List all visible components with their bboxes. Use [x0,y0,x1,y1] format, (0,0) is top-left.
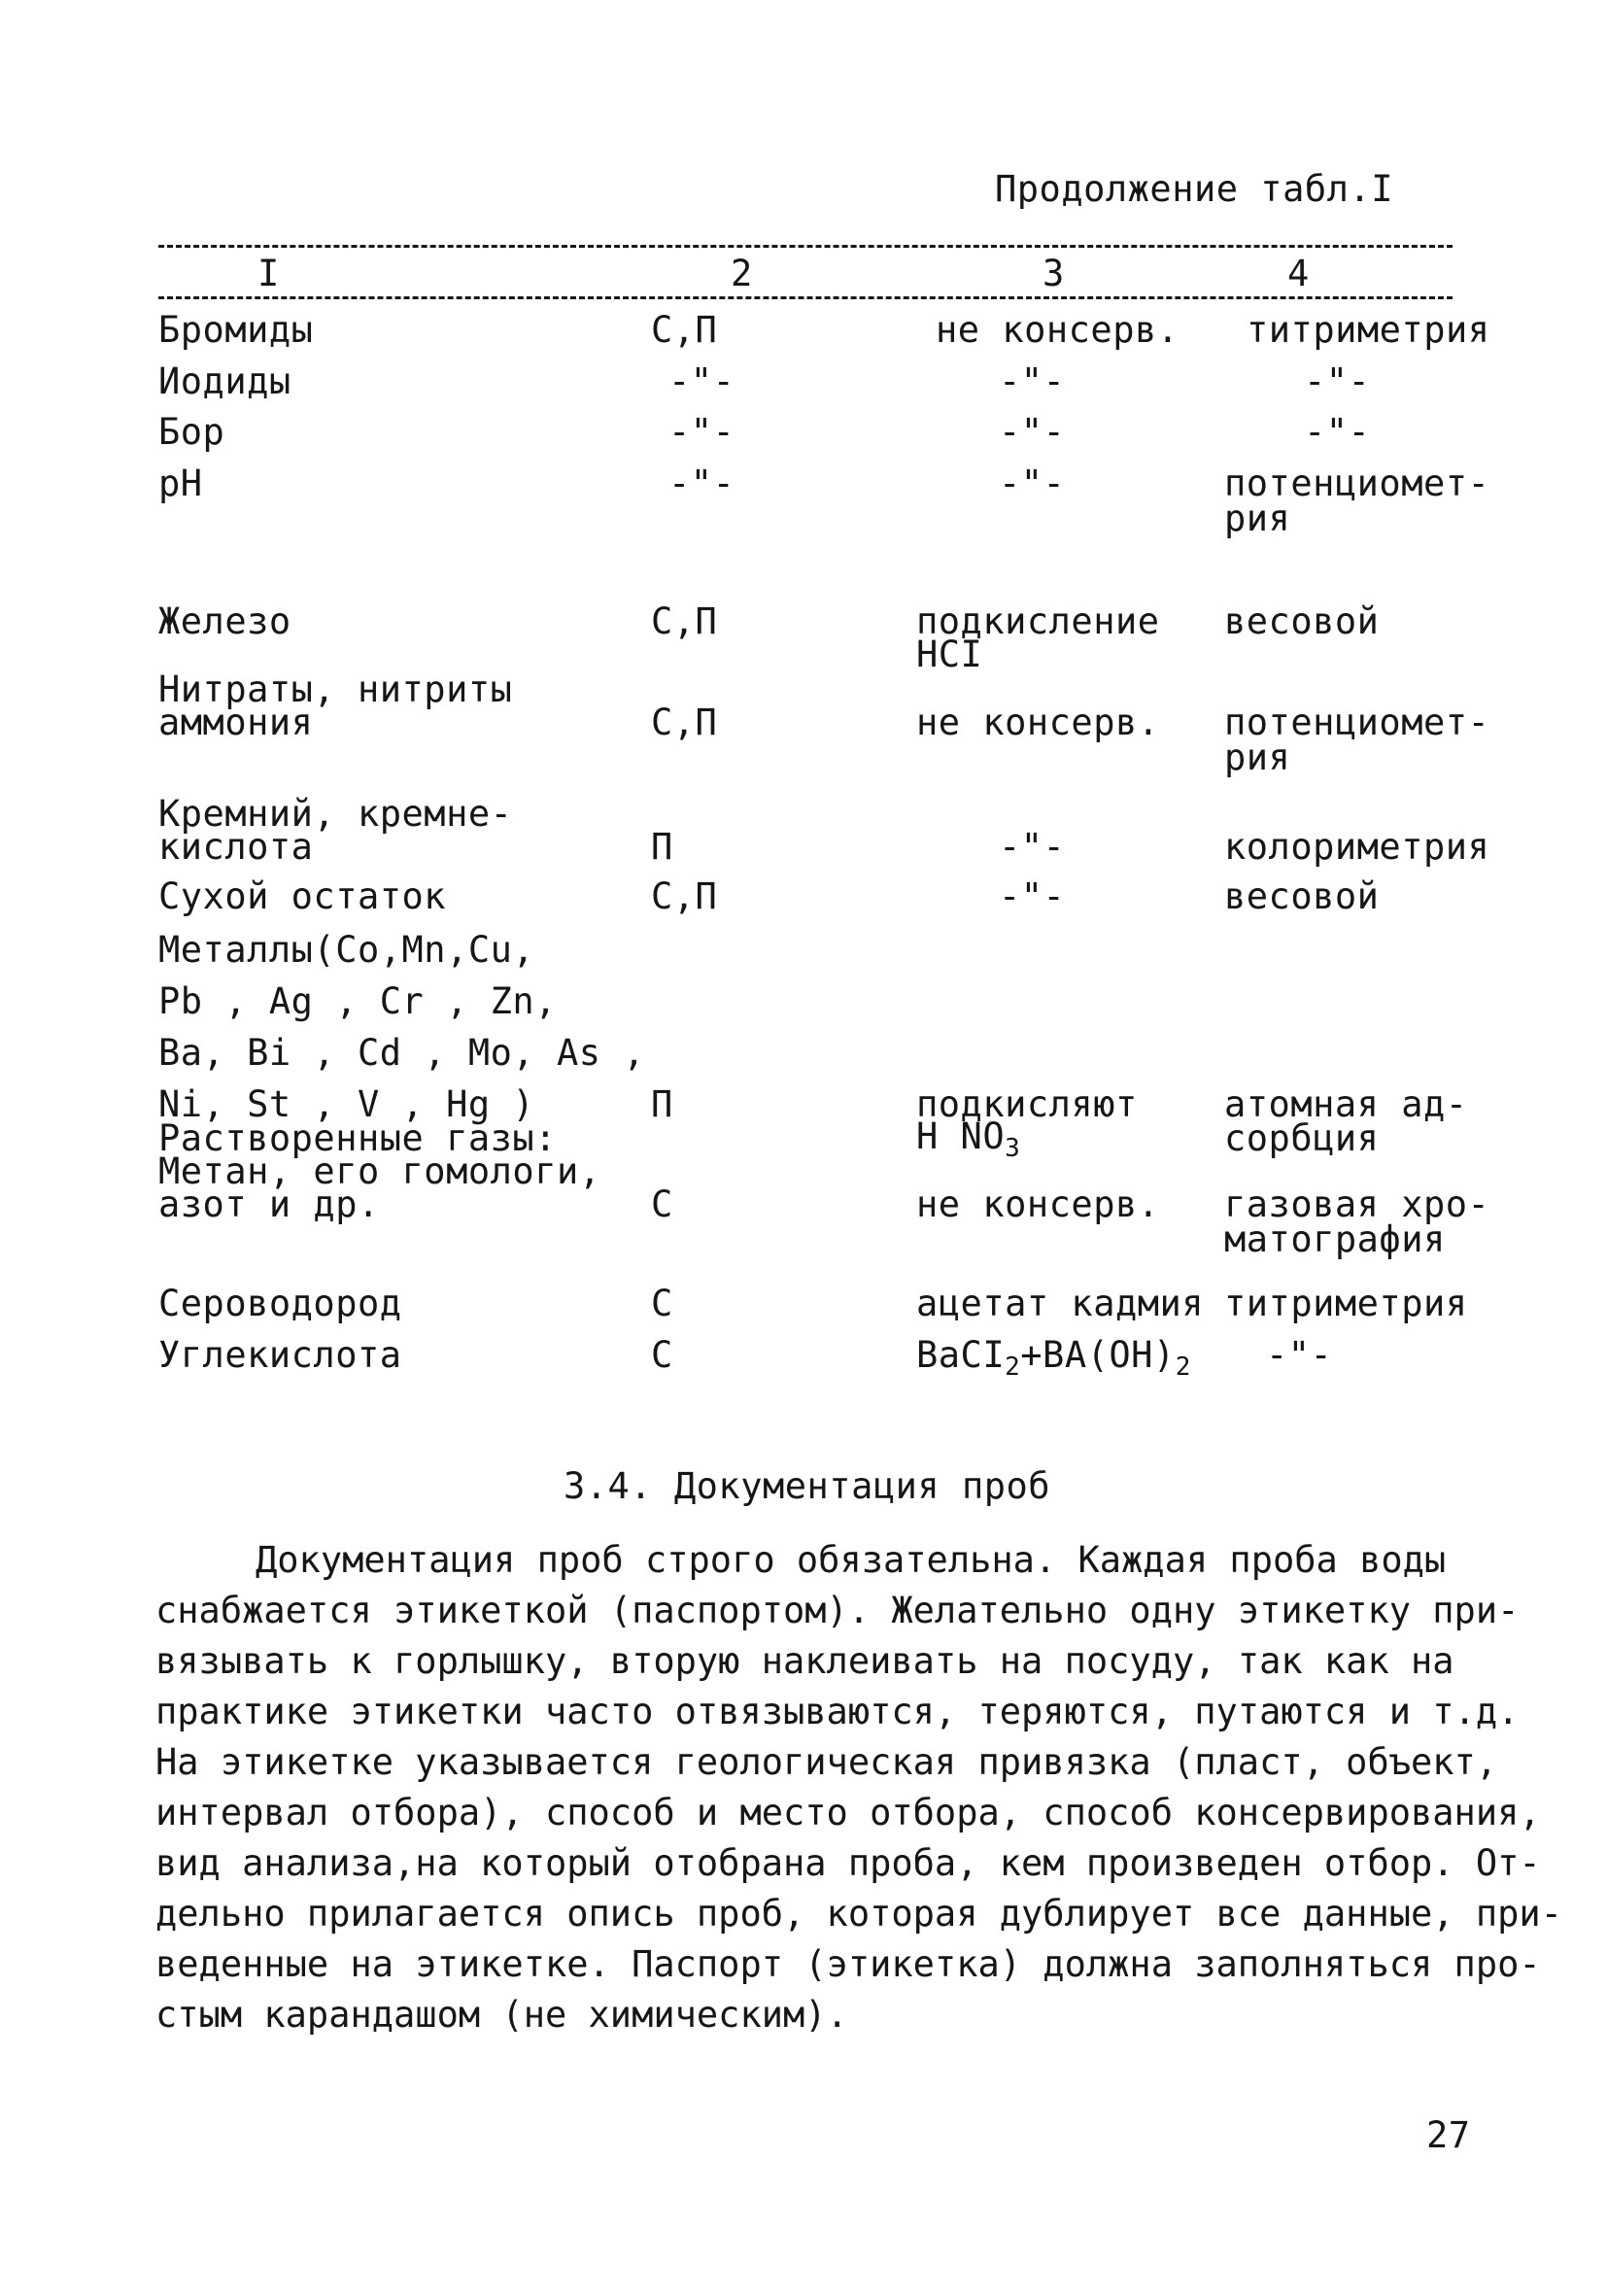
row-6-method-line-2: рия [1224,737,1291,778]
row-8-method: весовой [1224,875,1380,917]
paragraph-line: веденные на этикетке. Паспорт (этикетка) должна заполняться про- [155,1943,1541,1985]
row-4-sample-type: -"- [668,463,735,504]
row-3-substance: Бор [158,411,225,453]
row-6-substance-line-1: Нитраты, нитриты [158,668,513,710]
row-11-sample-type: С [651,1283,673,1324]
paragraph-line: стым карандашом (не химическим). [155,1994,848,2036]
row-1-substance: Бромиды [158,309,314,351]
row-9-substance-line-4: Ni, St , V , Hg ) [158,1083,535,1125]
row-5-sample-type: С,П [651,600,718,642]
row-8-substance: Сухой остаток [158,875,447,917]
row-1-sample-type: С,П [651,309,718,351]
row-4-preservation: -"- [999,463,1066,504]
row-5-preservation-line-1: подкисление [916,600,1160,642]
row-12-sample-type: С [651,1334,673,1376]
row-2-method: -"- [1304,360,1371,402]
row-12-substance: Углекислота [158,1334,402,1376]
column-header-2: 2 [731,253,753,294]
row-10-sample-type: С [651,1183,673,1225]
row-9-substance-line-3: Ba, Bi , Cd , Mo, As , [158,1032,646,1074]
body-paragraph [155,1535,1562,2040]
row-12-preservation-formula [916,1336,1191,1387]
row-9-sample-type: П [651,1083,673,1125]
row-1-method: титриметрия [1247,309,1490,351]
column-header-4: 4 [1287,253,1310,294]
row-9-substance-line-1: Металлы(Co,Mn,Cu, [158,929,535,971]
row-6-sample-type: С,П [651,702,718,743]
row-3-method: -"- [1304,411,1371,453]
row-6-method-line-1: потенциомет- [1224,702,1490,743]
row-9-method-line-1: атомная ад- [1224,1083,1468,1125]
row-10-method-line-2: матография [1224,1218,1446,1260]
row-11-preservation: ацетат кадмия [916,1283,1205,1324]
page-number: 27 [1426,2114,1471,2156]
row-8-sample-type: С,П [651,875,718,917]
row-12-method: -"- [1266,1334,1333,1376]
row-6-substance-line-2: аммония [158,702,314,743]
row-9-method-line-2: сорбция [1224,1117,1380,1159]
table-header-rule [158,296,1453,299]
table-top-rule [158,245,1453,248]
paragraph-line: На этикетке указывается геологическая привязка (пласт, объект, [155,1741,1498,1783]
paragraph-line: практике этикетки часто отвязываются, теряются, путаются и т.д. [155,1691,1520,1732]
row-3-preservation: -"- [999,411,1066,453]
hno3-base: H NO [916,1115,1006,1157]
row-5-method: весовой [1224,600,1380,642]
column-header-1: I [257,253,280,294]
row-2-preservation: -"- [999,360,1066,402]
row-10-method-line-1: газовая хро- [1224,1183,1490,1225]
paragraph-line: дельно прилагается опись проб, которая дублирует все данные, при- [155,1893,1562,1935]
baci-part-b: +BA(OH) [1020,1334,1176,1376]
row-5-preservation-line-2: HCI [916,634,983,675]
row-3-sample-type: -"- [668,411,735,453]
row-4-method-line-1: потенциомет- [1224,463,1490,504]
row-4-method-line-2: рия [1224,497,1291,539]
row-5-substance: Железо [158,600,291,642]
row-10-substance-line-3: азот и др. [158,1183,380,1225]
row-4-substance: рН [158,463,203,504]
paragraph-line: снабжается этикеткой (паспортом). Желательно одну этикетку при- [155,1590,1520,1631]
baci-part-a: BaCI [916,1334,1006,1376]
row-11-method: титриметрия [1224,1283,1468,1324]
section-title: 3.4. Документация проб [564,1465,1051,1507]
paragraph-line: вид анализа,на который отобрана проба, кем произведен отбор. От- [155,1842,1541,1884]
hno3-subscript: 3 [1005,1134,1021,1163]
row-9-substance-line-2: Pb , Ag , Cr , Zn, [158,980,557,1022]
row-8-preservation: -"- [999,875,1066,917]
paragraph-line: интервал отбора), способ и место отбора, способ консервирования, [155,1792,1541,1833]
baci-subscript-2: 2 [1175,1353,1191,1382]
row-10-substance-line-1: Растворенные газы: [158,1117,557,1159]
table-continuation-caption: Продолжение табл.I [995,168,1393,210]
row-7-preservation: -"- [999,826,1066,868]
row-6-preservation: не консерв. [916,702,1160,743]
paragraph-line: вязывать к горлышку, вторую наклеивать на посуду, так как на [155,1640,1454,1682]
baci-subscript-1: 2 [1005,1353,1021,1382]
row-1-preservation: не консерв. [936,309,1180,351]
paragraph-line: Документация проб строго обязательна. Каждая проба воды [256,1539,1447,1581]
row-2-sample-type: -"- [668,360,735,402]
row-2-substance: Иодиды [158,360,291,402]
row-11-substance: Сероводород [158,1283,402,1324]
row-7-method: колориметрия [1224,826,1490,868]
row-7-sample-type: П [651,826,673,868]
row-7-substance-line-2: кислота [158,826,314,868]
row-9-preservation-formula [916,1117,1020,1168]
row-9-preservation-line-1: подкисляют [916,1083,1138,1125]
row-10-preservation: не консерв. [916,1183,1160,1225]
row-10-substance-line-2: Метан, его гомологи, [158,1150,601,1192]
row-7-substance-line-1: Кремний, кремне- [158,793,513,835]
column-header-3: 3 [1043,253,1065,294]
